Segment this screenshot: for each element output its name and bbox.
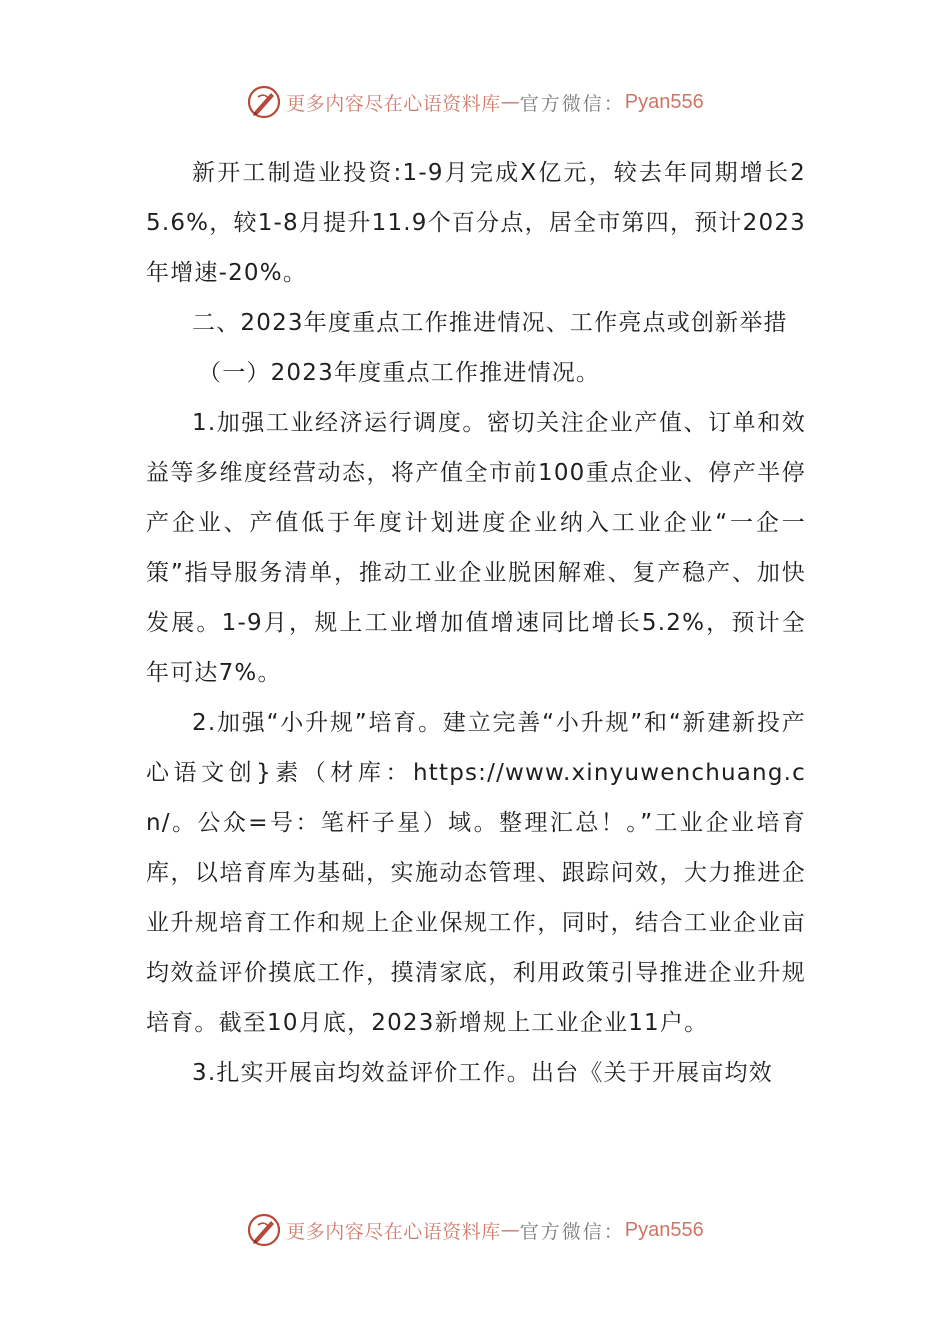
- paragraph-item-2: 2.加强“小升规”培育。建立完善“小升规”和“新建新投产心语文创}素（材库：https://www.xinyuwenchuang.cn/。公众=号：笔杆子星）域。整理汇总！。”工业企业培育库，以培育库为基础，实施动态管理、跟踪问效，大力推进企业升规培育工作和规上企业保规工作，同时，结合工业企业亩均效益评价摸底工作，摸清家底，利用政策引导推进企业升规培育。截至10月底，2023新增规上工业企业11户。: [146, 710, 806, 1036]
- paragraph-item-1: 1.加强工业经济运行调度。密切关注企业产值、订单和效益等多维度经营动态，将产值全市前100重点企业、停产半停产企业、产值低于年度计划进度企业纳入工业企业“一企一策”指导服务清单，推动工业企业脱困解难、复产稳产、加快发展。1-9月，规上工业增加值增速同比增长5.2%，预计全年可达7%。: [146, 410, 806, 686]
- pen-logo-icon: [246, 84, 282, 120]
- document-body: [146, 148, 806, 1098]
- brand-text: 更多内容尽在心语资料库: [286, 1220, 501, 1243]
- wechat-id: Pyan556: [624, 1218, 704, 1241]
- header-watermark: [0, 82, 950, 122]
- wechat-label: 官方微信：: [519, 1220, 625, 1243]
- wechat-id: Pyan556: [624, 90, 704, 113]
- separator: —: [500, 91, 520, 113]
- wechat-label: 官方微信：: [519, 92, 625, 115]
- footer-watermark: [0, 1210, 950, 1250]
- paragraph-item-3: 3.扎实开展亩均效益评价工作。出台《关于开展亩均效: [192, 1060, 773, 1086]
- section-heading-2: 二、2023年度重点工作推进情况、工作亮点或创新举措: [192, 310, 788, 336]
- pen-logo-icon: [246, 1212, 282, 1248]
- separator: —: [500, 1219, 520, 1241]
- subsection-heading-1: （一）2023年度重点工作推进情况。: [198, 360, 601, 386]
- brand-text: 更多内容尽在心语资料库: [286, 92, 501, 115]
- paragraph-investment: 新开工制造业投资:1-9月完成X亿元，较去年同期增长25.6%，较1-8月提升11.9个百分点，居全市第四，预计2023年增速-20%。: [146, 160, 806, 286]
